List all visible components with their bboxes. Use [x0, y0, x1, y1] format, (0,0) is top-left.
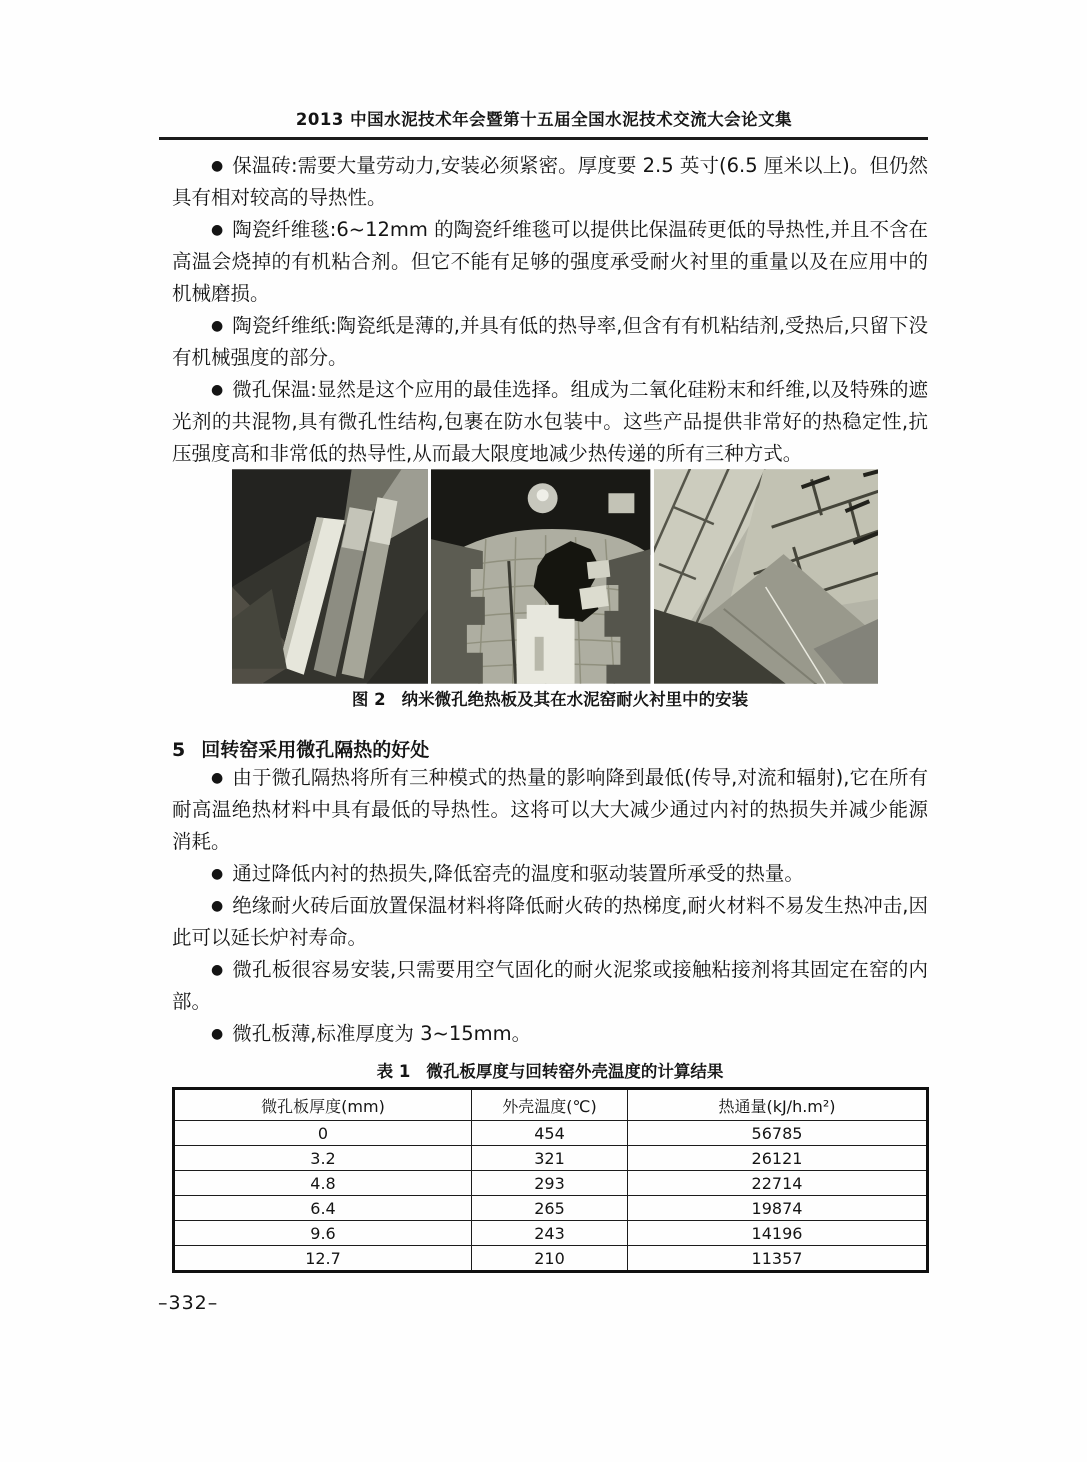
paragraph-text: 微孔保温:显然是这个应用的最佳选择。组成为二氧化硅粉末和纤维,以及特殊的遮光剂的共混物,具有微孔性结构,包裹在防水包装中。这些产品提供非常好的热稳定性,抗压强度高和非常低的热导性,从而最大限度地减少热传递的所有三种方式。 — [172, 378, 928, 465]
running-header: 2013 中国水泥技术年会暨第十五届全国水泥技术交流大会论文集 — [295, 110, 793, 129]
bullet-paragraph — [172, 374, 928, 470]
bullet-icon: ● — [211, 382, 224, 398]
bullet-paragraph — [172, 858, 928, 890]
col-header-thickness: 微孔板厚度(mm) — [174, 1089, 472, 1121]
bullet-icon: ● — [211, 866, 224, 882]
cell-thickness: 6.4 — [174, 1196, 472, 1221]
paragraph-text: 由于微孔隔热将所有三种模式的热量的影响降到最低(传导,对流和辐射),它在所有耐高温绝热材料中具有最低的导热性。这将可以大大减少通过内衬的热损失并减少能源消耗。 — [172, 766, 928, 853]
figure-label: 图 2 — [351, 690, 386, 709]
section-number: 5 — [172, 739, 186, 761]
page-number: –332– — [158, 1292, 219, 1314]
paragraph-text: 陶瓷纤维纸:陶瓷纸是薄的,并具有低的热导率,但含有有机粘结剂,受热后,只留下没有机械强度的部分。 — [172, 314, 929, 369]
cell-shell-temp: 293 — [472, 1171, 628, 1196]
paragraph-text: 保温砖:需要大量劳动力,安装必须紧密。厚度要 2.5 英寸(6.5 厘米以上)。但仍然具有相对较高的导热性。 — [172, 154, 928, 209]
table-label: 表 1 — [376, 1062, 411, 1081]
cell-thickness: 3.2 — [174, 1146, 472, 1171]
cell-shell-temp: 243 — [472, 1221, 628, 1246]
cell-shell-temp: 321 — [472, 1146, 628, 1171]
bullet-icon: ● — [211, 318, 224, 334]
figure-2 — [232, 469, 878, 684]
results-table — [172, 1087, 929, 1273]
paragraph-text: 微孔板薄,标准厚度为 3~15mm。 — [232, 1022, 532, 1045]
cell-thickness: 0 — [174, 1121, 472, 1146]
bullet-icon: ● — [211, 222, 224, 238]
cell-heat-flux: 56785 — [628, 1121, 928, 1146]
bullet-icon: ● — [211, 1026, 224, 1042]
brick-lining-photo — [654, 469, 878, 684]
bullet-icon: ● — [211, 962, 224, 978]
figure-caption-text: 纳米微孔绝热板及其在水泥窑耐火衬里中的安装 — [401, 690, 749, 709]
section-title: 回转窑采用微孔隔热的好处 — [201, 739, 430, 761]
table-row — [174, 1196, 928, 1221]
bullet-paragraph — [172, 954, 928, 1018]
table-header-row — [174, 1089, 928, 1121]
table-row — [174, 1246, 928, 1272]
cell-heat-flux: 14196 — [628, 1221, 928, 1246]
cell-shell-temp: 454 — [472, 1121, 628, 1146]
col-header-shell-temp: 外壳温度(℃) — [472, 1089, 628, 1121]
cell-shell-temp: 210 — [472, 1246, 628, 1272]
table-row — [174, 1146, 928, 1171]
section-bullet-list — [172, 762, 928, 1050]
bullet-paragraph — [172, 1018, 928, 1050]
col-header-heat-flux: 热通量(kJ/h.m²) — [628, 1089, 928, 1121]
cell-heat-flux: 22714 — [628, 1171, 928, 1196]
cell-heat-flux: 19874 — [628, 1196, 928, 1221]
paragraph-text: 通过降低内衬的热损失,降低窑壳的温度和驱动装置所承受的热量。 — [232, 862, 804, 885]
bullet-paragraph — [172, 214, 928, 310]
header-rule — [159, 137, 928, 140]
intro-bullet-list — [172, 150, 928, 470]
table-row — [174, 1171, 928, 1196]
bullet-paragraph — [172, 150, 928, 214]
cell-shell-temp: 265 — [472, 1196, 628, 1221]
table-title — [172, 1058, 928, 1082]
bullet-paragraph — [172, 762, 928, 858]
table-title-text: 微孔板厚度与回转窑外壳温度的计算结果 — [426, 1062, 724, 1081]
table-row — [174, 1121, 928, 1146]
paragraph-text: 绝缘耐火砖后面放置保温材料将降低耐火砖的热梯度,耐火材料不易发生热冲击,因此可以延长炉衬寿命。 — [172, 894, 928, 949]
cell-thickness: 4.8 — [174, 1171, 472, 1196]
bullet-paragraph — [172, 310, 928, 374]
section-heading — [172, 735, 429, 762]
bullet-icon: ● — [211, 158, 224, 174]
bullet-paragraph — [172, 890, 928, 954]
paragraph-text: 陶瓷纤维毯:6~12mm 的陶瓷纤维毯可以提供比保温砖更低的导热性,并且不含在高温会烧掉的有机粘合剂。但它不能有足够的强度承受耐火衬里的重量以及在应用中的机械磨损。 — [172, 218, 928, 305]
bullet-icon: ● — [211, 898, 224, 914]
bullet-icon: ● — [211, 770, 224, 786]
cell-heat-flux: 11357 — [628, 1246, 928, 1272]
figure-caption — [172, 686, 928, 710]
microporous-boards-photo — [232, 469, 428, 684]
kiln-lining-installation-photo — [431, 469, 650, 684]
cell-thickness: 12.7 — [174, 1246, 472, 1272]
cell-thickness: 9.6 — [174, 1221, 472, 1246]
cell-heat-flux: 26121 — [628, 1146, 928, 1171]
table-row — [174, 1221, 928, 1246]
paragraph-text: 微孔板很容易安装,只需要用空气固化的耐火泥浆或接触粘接剂将其固定在窑的内部。 — [172, 958, 929, 1013]
